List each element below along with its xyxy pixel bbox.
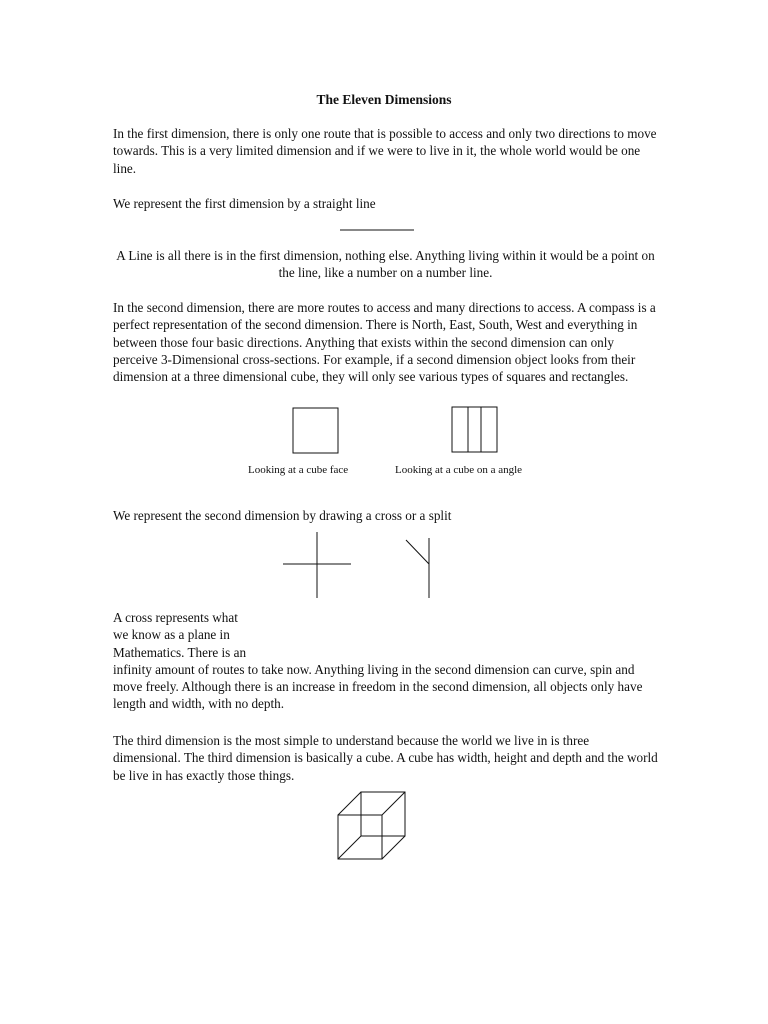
text-line: A cross represents what [113, 610, 238, 625]
paragraph-line-representation: We represent the first dimension by a straight line [113, 196, 376, 211]
page-title: The Eleven Dimensions [316, 92, 452, 107]
caption-cube-face: Looking at a cube face [248, 464, 349, 476]
paragraph-second-dimension: In the second dimension, there are more routes to access and many directions to access. A compass is a perfect representation of the second dimension. There is North, East, South, West and everything in between those four basic directions. Anything that exists within the second dimension can only perceive 3-Dimensional cross-sections. For example, if a second dimension object looks from their dimension at a three dimensional cube, they will only see various types of squares and rectangles. [113, 300, 656, 385]
square-face-icon [291, 406, 341, 456]
caption-cube-angle: Looking at a cube on a angle [395, 464, 523, 476]
paragraph-second-dimension-representation: We represent the second dimension by drawing a cross or a split [113, 508, 452, 523]
paragraph-line-description: A Line is all there is in the first dimension, nothing else. Anything living within it would be a point on the line, like a number on a number line. [116, 248, 655, 281]
text-line: Mathematics. There is an [113, 644, 247, 660]
cross-icon [281, 530, 355, 600]
split-icon [402, 536, 436, 600]
text-line: we know as a plane in [113, 627, 230, 643]
straight-line-icon [338, 226, 418, 234]
text-block: infinity amount of routes to take now. Anything living in the second dimension can curve, spin and move freely. Although there is an increase in freedom in the second dimension, all objects only have length and width, with no depth. [113, 661, 643, 712]
split-rectangle-icon [450, 405, 500, 455]
paragraph-cross-description [113, 609, 658, 713]
paragraph-first-dimension: In the first dimension, there is only one route that is possible to access and only two directions to move towards. This is a very limited dimension and if we were to live in it, the whole world would be one line. [113, 126, 657, 176]
wireframe-cube-icon [335, 788, 410, 864]
paragraph-third-dimension: The third dimension is the most simple to understand because the world we live in is three dimensional. The third dimension is basically a cube. A cube has width, height and depth and the world be live in has exactly those things. [113, 733, 658, 783]
